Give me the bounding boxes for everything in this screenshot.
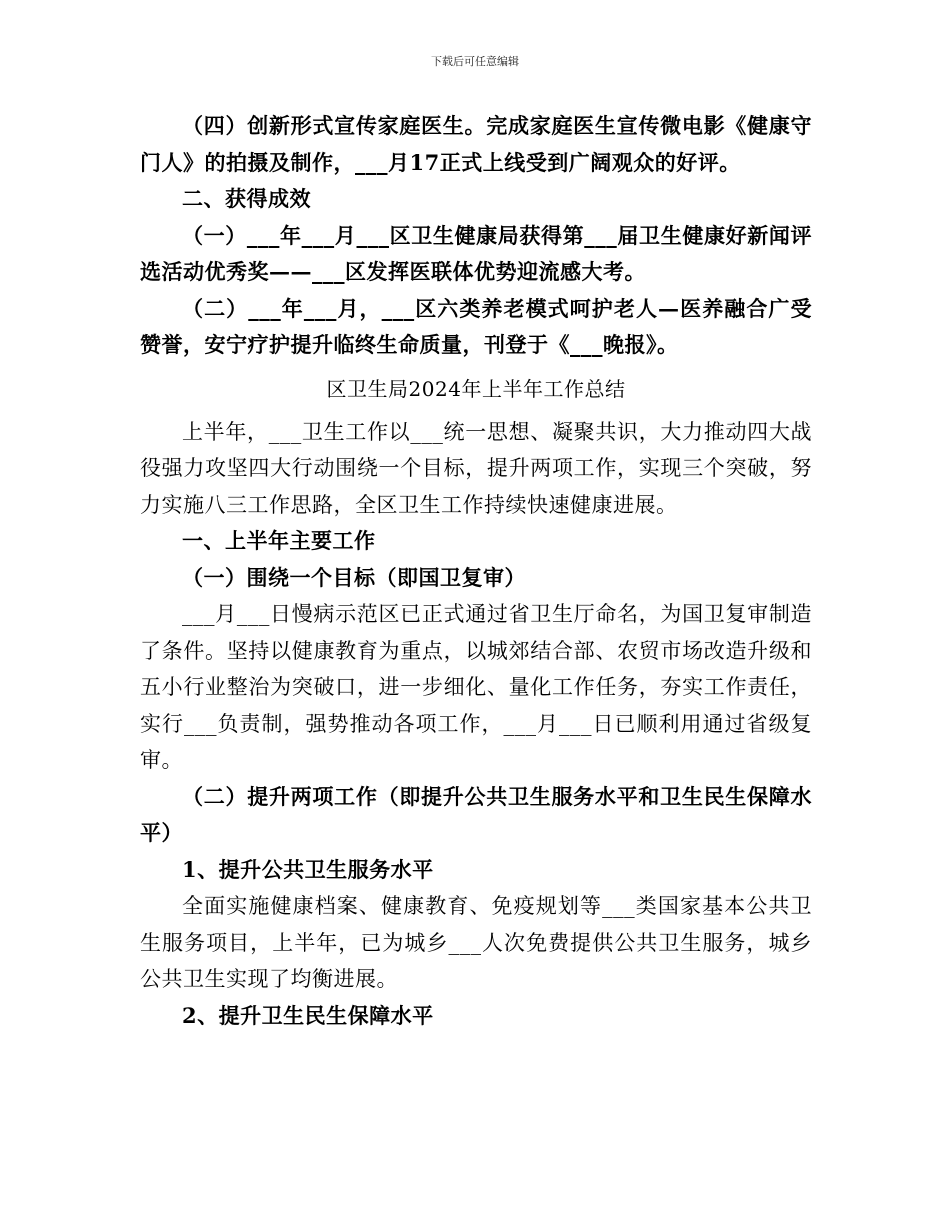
heading-livelihood: 2、提升卫生民生保障水平 (182, 1002, 434, 1028)
document-title: 区卫生局2024年上半年工作总结 (326, 376, 626, 401)
heading-two-tasks: （二）提升两项工作（即提升公共卫生服务水平和卫生民生保障水平） (140, 783, 812, 845)
heading-achievements: 二、获得成效 (182, 186, 311, 211)
paragraph-intro: 上半年，___卫生工作以___统一思想、凝聚共识，大力推动四大战役强力攻坚四大行动围绕一个目标，提升两项工作，实现三个突破，努力实施八三工作思路，全区卫生工作持续快速健康进展。 (140, 419, 812, 517)
document-body (140, 108, 812, 1034)
paragraph-achievement-2: （二）___年___月，___区六类养老模式呵护老人—医养融合广受赞誉，安宁疗护提升临终生命质量，刊登于《___晚报》。 (140, 295, 812, 357)
paragraph-public-health: 全面实施健康档案、健康教育、免疫规划等___类国家基本公共卫生服务项目，上半年，已为城乡___人次免费提供公共卫生服务，城乡公共卫生实现了均衡进展。 (140, 894, 812, 991)
heading-public-health: 1、提升公共卫生服务水平 (182, 856, 434, 882)
heading-one-goal: （一）围绕一个目标（即国卫复审） (182, 564, 526, 590)
paragraph-one-goal: ___月___日慢病示范区已正式通过省卫生厅命名，为国卫复审制造了条件。坚持以健康教育为重点，以城郊结合部、农贸市场改造升级和五小行业整治为突破口，进一步细化、量化工作任务，夯实工作责任，实行___负责制，强势推动各项工作，___月___日已顺利用通过省级复审。 (140, 602, 812, 772)
heading-main-work: 一、上半年主要工作 (182, 528, 376, 553)
page-header: 下载后可任意编辑 (431, 55, 519, 68)
paragraph-innovation: （四）创新形式宣传家庭医生。完成家庭医生宣传微电影《健康守门人》的拍摄及制作，___月17正式上线受到广阔观众的好评。 (140, 113, 812, 175)
paragraph-achievement-1: （一）___年___月___区卫生健康局获得第___届卫生健康好新闻评选活动优秀奖——___区发挥医联体优势迎流感大考。 (140, 222, 812, 284)
